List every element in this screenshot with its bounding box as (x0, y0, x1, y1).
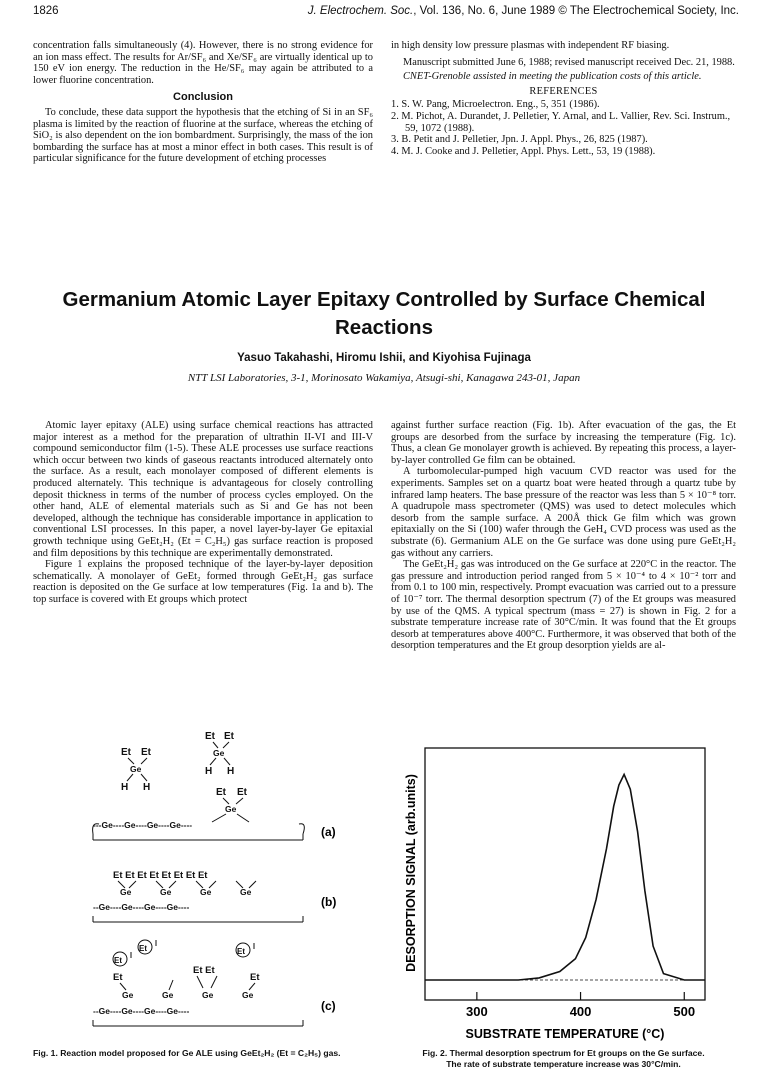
panel-label-a: (a) (321, 825, 336, 839)
article-right-column (391, 420, 736, 652)
svg-text:Et: Et (237, 787, 247, 798)
figure-1-caption: Fig. 1. Reaction model proposed for Ge ALE using GeEt₂H₂ (Et = C₂H₅) gas. (33, 1048, 341, 1058)
journal-volume: , Vol. 136, No. 6, June 1989 © The Electrochemical Society, Inc. (413, 5, 739, 17)
journal-name: J. Electrochem. Soc. (307, 5, 414, 17)
article-affiliation: NTT LSI Laboratories, 3-1, Morinosato Wakamiya, Atsugi-shi, Kanagawa 243-01, Japan (187, 372, 581, 384)
svg-text:Et: Et (113, 972, 123, 983)
svg-text:Ge: Ge (202, 990, 214, 1000)
svg-text:H: H (121, 782, 129, 793)
reference-item: 1. S. W. Pang, Microelectron. Eng., 5, 351 (1986). (391, 99, 600, 111)
panel-label-c: (c) (321, 999, 336, 1013)
svg-text:Ge: Ge (130, 764, 142, 774)
publication-assist: CNET-Grenoble assisted in meeting the publication costs of this article. (403, 71, 702, 83)
figure-2-caption (391, 1048, 736, 1070)
body-paragraph: Atomic layer epitaxy (ALE) using surface chemical reactions has attracted major interest as a method for the preparation of ultrathin II-VI and III-V compound semiconductor film (1-5). These ALE processes use surface reactions which occur between two kinds of gaseous reactants introduced alternately onto the surface. As a result, each monolayer composed of different elements is produced alternately. This technique is advantageous for closely controlling deposit thickness in terms of the number of process cycles employed. On the other hand, ALE of elemental materials such as Si and Ge has not been developed, although the technique has considerable importance in application to conventional LSI processes. In this paper, a novel layer-by-layer Ge epitaxial growth technique using GeEt₂H₂ (Et = C₂H₅) gas surface reaction is proposed and film depositions by this technique are experimentally demonstrated. (33, 420, 373, 559)
article-title: Germanium Atomic Layer Epitaxy Controlled by Surface Chemical Reactions (62, 288, 706, 339)
prev-right-paragraph: in high density low pressure plasmas with independent RF biasing. (391, 40, 670, 51)
svg-text:Ge: Ge (213, 748, 225, 758)
prev-article-right-column (391, 40, 736, 157)
article-authors: Yasuo Takahashi, Hiromu Ishii, and Kiyohisa Fujinaga (237, 352, 531, 364)
svg-text:---Ge----Ge----Ge----Ge----: ---Ge----Ge----Ge----Ge---- (93, 820, 193, 830)
reference-item: 2. M. Pichot, A. Durandet, J. Pelletier, Y. Arnal, and L. Vallier, Rev. Sci. Instrum., 59, 1072 (1988). (391, 110, 731, 134)
svg-text:Ge: Ge (162, 990, 174, 1000)
figure-1-reaction-model (85, 718, 355, 1048)
desorption-curve (425, 774, 705, 980)
body-paragraph: A turbomolecular-pumped high vacuum CVD reactor was used for the experiments. Samples set on a quartz boat were heated through a quartz tube by infrared lamp heaters. The base pressure of the reactor was less than 5 × 10⁻⁸ torr. A quadrupole mass spectrometer (QMS) was used to detect molecules which desorb from the sample surface. A 200Å thick Ge film which was grown epitaxially on the Si (100) wafer through the GeH₄ CVD process was used as the substrate (6). Germanium ALE on the Ge surface was done using pure GeEt₂H₂ gas without any carriers. (391, 466, 736, 559)
svg-text:--Ge----Ge----Ge----Ge----: --Ge----Ge----Ge----Ge---- (93, 1006, 190, 1016)
figure-2-chart (395, 718, 725, 1042)
plot-frame (425, 748, 705, 1000)
svg-text:Et: Et (121, 747, 131, 758)
svg-text:Ge: Ge (200, 887, 212, 897)
manuscript-dates: Manuscript submitted June 6, 1988; revised manuscript received Dec. 21, 1988. (403, 56, 735, 68)
svg-text:Et: Et (237, 947, 245, 956)
reference-item: 3. B. Petit and J. Pelletier, Jpn. J. Appl. Phys., 26, 825 (1987). (391, 134, 648, 146)
body-paragraph: against further surface reaction (Fig. 1b). After evacuation of the gas, the Et groups are desorbed from the surface by increasing the temperature (Fig. 1c). Thus, a clean Ge monolayer growth is achieved. By repeating this process, a layer-by-layer controlled Ge film can be obtained. (391, 420, 736, 466)
svg-text:Et: Et (250, 972, 260, 983)
svg-text:H: H (143, 782, 151, 793)
svg-text:Et Et Et Et Et Et Et Et: Et Et Et Et Et Et Et Et (113, 870, 208, 881)
panel-label-b: (b) (321, 895, 337, 909)
svg-text:Ge: Ge (240, 887, 252, 897)
svg-text:Ge: Ge (225, 804, 237, 814)
svg-text:Et: Et (114, 956, 122, 965)
y-axis-label: DESORPTION SIGNAL (arb.units) (404, 774, 418, 972)
svg-text:H: H (227, 766, 235, 777)
conclusion-heading: Conclusion (173, 91, 233, 104)
svg-text:Et: Et (224, 731, 234, 742)
x-tick-label: 400 (569, 1004, 592, 1019)
svg-text:Et: Et (216, 787, 226, 798)
references-heading: REFERENCES (529, 85, 598, 97)
svg-text:Et Et: Et Et (193, 965, 215, 976)
svg-text:Et: Et (139, 944, 147, 953)
svg-text:Ge: Ge (160, 887, 172, 897)
conclusion-text: To conclude, these data support the hypothesis that the etching of Si in an SF₆ plasma is limited by the reaction of fluorine at the surface, whereas the etching of SiO₂ is also dependent on the ion bombardment. Surprisingly, the mass of the ion bombarding the surface has at most a minor effect in both cases. This result is of particular significance for the future development of etching processes (33, 106, 373, 165)
x-tick-label: 300 (466, 1004, 488, 1019)
svg-text:Ge: Ge (120, 887, 132, 897)
svg-text:--Ge----Ge----Ge----Ge----: --Ge----Ge----Ge----Ge---- (93, 902, 190, 912)
figure-2-caption-line1: Fig. 2. Thermal desorption spectrum for Et groups on the Ge surface. (422, 1048, 705, 1058)
body-paragraph: The GeEt₂H₂ gas was introduced on the Ge surface at 220°C in the reactor. The gas pressure and introduction period ranged from 5 × 10⁻⁴ to 4 × 10⁻² torr and from 0.1 to 100 min, respectively. Prompt evacuation was carried out to a pressure of 10⁻⁷ torr. The thermal desorption spectrum (7) of the Et groups was measured by use of the QMS. A typical spectrum (mass = 27) is shown in Fig. 2 for a substrate temperature increase rate of 30°C/min. It was found that the Et groups desorb at temperatures above 400°C. Furthermore, it was observed that both of the desorption temperatures and the Et group desorption yields are al- (391, 559, 736, 652)
x-tick-label: 500 (673, 1004, 696, 1019)
body-paragraph: Figure 1 explains the proposed technique of the layer-by-layer deposition schematically. A monolayer of GeEt₂ formed through GeEt₂H₂ gas surface reaction is deposited on the Ge surface at low temperatures (Fig. 1a and b). The top surface is covered with Et groups which protect (33, 559, 373, 605)
svg-text:Ge: Ge (242, 990, 254, 1000)
journal-citation (308, 5, 739, 17)
article-left-column (33, 420, 373, 606)
svg-text:H: H (205, 766, 213, 777)
prev-article-left-column (33, 40, 373, 165)
x-axis-label: SUBSTRATE TEMPERATURE (°C) (465, 1027, 665, 1041)
figure-2-caption-line2: The rate of substrate temperature increase was 30°C/min. (446, 1059, 681, 1069)
svg-text:Et: Et (205, 731, 215, 742)
running-header (33, 5, 739, 23)
reference-item: 4. M. J. Cooke and J. Pelletier, Appl. Phys. Lett., 53, 19 (1988). (391, 145, 656, 157)
svg-text:Ge: Ge (122, 990, 134, 1000)
page-number: 1826 (33, 5, 59, 17)
svg-text:Et: Et (141, 747, 151, 758)
prev-paragraph: concentration falls simultaneously (4). However, there is no strong evidence for an ion mass effect. The results for Ar/SF₆ and Xe/SF₆ are virtually identical up to 150 eV ion energy. The reduction in the He/SF₆ may again be attributed to a lower fluorine concentration. (33, 40, 373, 86)
